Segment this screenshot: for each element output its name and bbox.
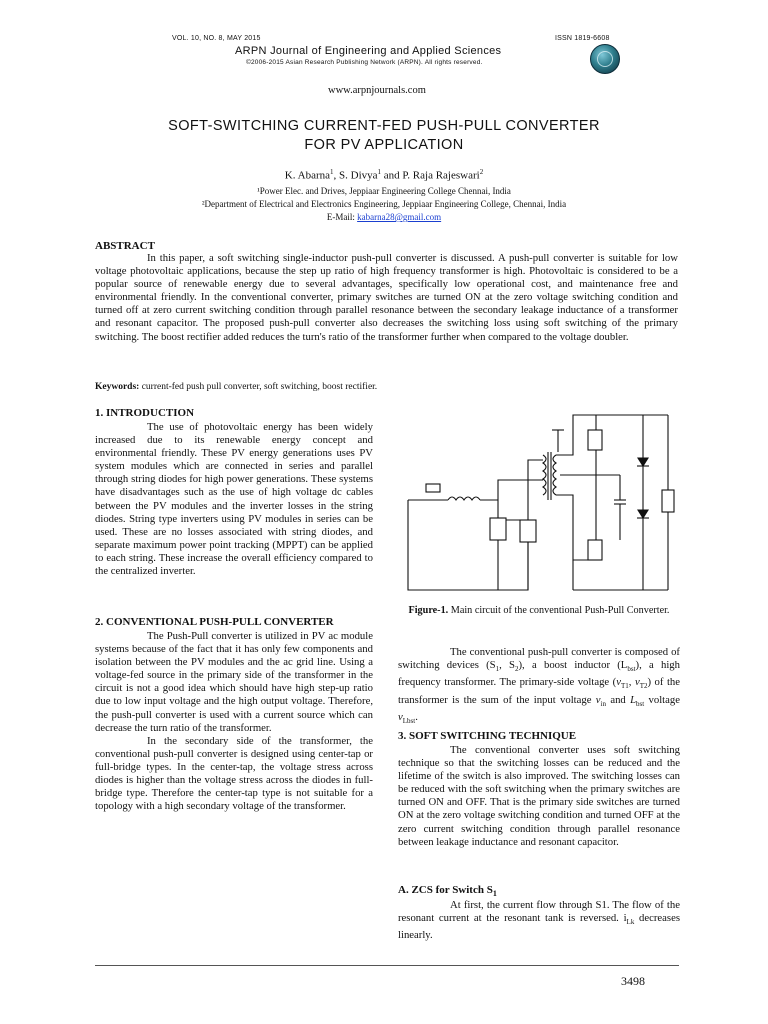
page-number: 3498: [621, 974, 645, 988]
author-1: K. Abarna: [284, 169, 331, 182]
issn: ISSN 1819-6608: [555, 35, 610, 42]
volume-info: VOL. 10, NO. 8, MAY 2015: [172, 35, 261, 42]
footer-rule: [95, 965, 679, 966]
keywords-label: Keywords:: [95, 382, 140, 392]
figure-1-caption-text: Main circuit of the conventional Push-Pull Converter.: [448, 605, 670, 616]
keywords-text: current-fed push pull converter, soft switching, boost rectifier.: [139, 382, 378, 392]
email-line: [100, 212, 668, 222]
circuit-diagram: [398, 400, 680, 595]
section-1-text: The use of photovoltaic energy has been widely increased due to its renewable energy concept and environmental friendly. These PV energy generations uses PV system modules which are connected in series and parallel through string diodes for high power generations. These systems have disadvantages such as the use of high voltage dc cables between the PV modules and the inverter losses in the string diodes. String type inverters using PV modules in series can be used. These are no losses associated with string diodes, and separate maximum power point tracking (MPPT) can be applied to each string. These increase the overall efficiency compared to the centralized inverter.: [95, 421, 373, 578]
affiliation-1: ¹Power Elec. and Drives, Jeppiaar Engineering College Chennai, India: [257, 186, 511, 196]
section-1-heading: 1. INTRODUCTION: [95, 407, 195, 419]
figure-1-caption: [398, 604, 680, 617]
author-separator-2: and: [381, 169, 403, 182]
author-3: P. Raja Rajeswari: [402, 169, 480, 182]
journal-url[interactable]: www.arpnjournals.com: [328, 85, 426, 96]
figure-1-circuit: [398, 400, 680, 595]
globe-logo-icon: [590, 44, 620, 74]
abstract-body: [95, 252, 678, 344]
section-2-heading: 2. CONVENTIONAL PUSH-PULL CONVERTER: [95, 616, 334, 628]
figure-1-description-text: The conventional push-pull converter is composed of switching devices ($S_1$, $S_2$), a boost inductor $(L_{bst})$, a high frequency transformer. The primary-side voltage ($v_{T1}$, $v_{T2}$) of the transformer is the sum of the input voltage $v_{in}$ and $L_{bst}$ voltage $v_{Lbst}$.: [398, 646, 681, 725]
copyright: ©2006-2015 Asian Research Publishing Network (ARPN). All rights reserved.: [246, 59, 483, 66]
author-1-affil: 1: [330, 168, 334, 176]
author-2-affil: 1: [377, 168, 382, 176]
figure-1-description: [398, 646, 680, 728]
section-2-para-2: In the secondary side of the transformer, the conventional push-pull converter is designed using center-tap or full-bridge types. In the center-tap, the voltage stress across diodes is higher than the voltage stress across the diodes in full-bridge type. Therefore the center-tap type is not suitable for a topology with a high secondary voltage of the transformer.: [95, 734, 373, 813]
section-2-para-1: The Push-Pull converter is utilized in PV ac module systems because of the fact that it has only few components and isolation between the PV modules and the ac grid line. Using a voltage-fed source in the primary side of the transformer in the circuit is not a good idea which should have high step-up ratio due to low input voltage and the high output voltage. Therefore, the push-pull converter is used with a current source which can decrease the turn ratio of the transformer.: [95, 630, 373, 734]
section-1-body: [95, 421, 373, 578]
subsection-a-body: [398, 899, 680, 942]
section-3-text: The conventional converter uses soft switching technique so that the switching losses can be reduced and the lifetime of the switch is also improved. The switching losses can be reduced with the soft switching when the primary switches are turned ON and OFF. That is the primary side switches are turned ON at the zero voltage switching condition and turned OFF at the zero current switching condition through parallel resonance between leakage inductance and resonant capacitor.: [398, 744, 680, 848]
email-label: E-Mail:: [326, 212, 358, 222]
affiliation-2: ²Department of Electrical and Electronics Engineering, Jeppiaar Engineering College, Chennai, India: [201, 199, 567, 209]
title-line-2: FOR PV APPLICATION: [304, 137, 464, 153]
abstract-heading: ABSTRACT: [95, 240, 155, 252]
paper-title: [100, 117, 668, 155]
figure-1-label: Figure-1.: [408, 605, 449, 616]
author-2: S. Divya: [339, 169, 378, 182]
section-2-body: [95, 630, 373, 813]
abstract-text: In this paper, a soft switching single-inductor push-pull converter is discussed. A push-pull converter is suitable for low voltage photovoltaic applications, because the step up ratio of high frequency transformer is high. Photovoltaic is considered to be a popular source of renewable energy due to several advantages, specifically low operational cost, and maintenance free and environmental friendly. In the conventional converter, primary switches are turned ON at the zero voltage switching condition and turned off at zero current switching condition through parallel resonance between the secondary leakage inductance of a transformer and resonant capacitor. The proposed push-pull converter also decreases the switching loss using soft switching of the primary switching. The boost rectifier added reduces the turn's ratio of the transformer further when compared to the voltage doubler.: [95, 252, 678, 343]
title-line-1: SOFT-SWITCHING CURRENT-FED PUSH-PULL CONVERTER: [168, 118, 600, 134]
author-list: [100, 168, 668, 182]
email-link[interactable]: kabarna28@gmail.com: [357, 212, 442, 222]
keywords-line: [95, 382, 678, 392]
section-3-body: [398, 744, 680, 849]
subsection-a-text: At first, the current flow through S1. The flow of the resonant current at the resonant tank is reversed. $i_{Lk}$ decreases linearly.: [398, 899, 680, 942]
section-3-heading: 3. SOFT SWITCHING TECHNIQUE: [398, 730, 577, 742]
author-separator-1: ,: [333, 169, 340, 182]
author-3-affil: 2: [479, 168, 484, 176]
journal-name: ARPN Journal of Engineering and Applied Sciences: [235, 45, 502, 57]
subsection-a-heading: A. ZCS for Switch $S_1$: [398, 884, 497, 899]
